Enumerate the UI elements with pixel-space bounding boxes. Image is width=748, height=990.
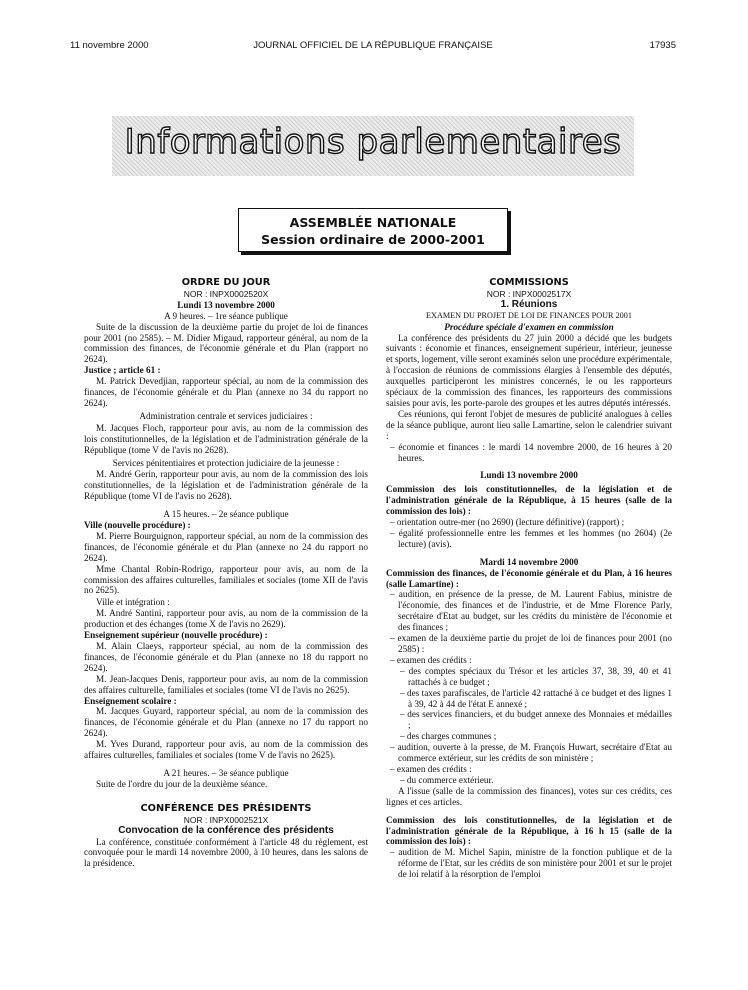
right-column <box>386 278 672 880</box>
list-item: – des charges communes ; <box>400 731 497 742</box>
conf-heading: CONFÉRENCE DES PRÉSIDENTS <box>140 802 312 814</box>
section-scolaire: Enseignement scolaire : <box>84 695 177 706</box>
section-admin: Administration centrale et services judiciaires : <box>139 410 313 421</box>
list-item: – égalité professionnelle entre les femmes et les hommes (no 2604) (2e lecture) (avis). <box>390 527 672 549</box>
paragraph: M. André Santini, rapporteur pour avis, au nom de la commission de la production et des échanges (tome X de l'avis no 2629). <box>84 608 368 630</box>
section-justice: Justice ; article 61 : <box>84 365 161 376</box>
paragraph: M. Jacques Guyard, rapporteur spécial, au nom de la commission des finances, de l'économie générale et du Plan (annexe no 17 du rapport no 2624). <box>84 706 368 739</box>
list-item: – économie et finances : le mardi 14 novembre 2000, de 16 heures à 20 heures. <box>390 441 672 463</box>
list-item: – examen des crédits : <box>390 654 472 665</box>
list-item: – examen de la deuxième partie du projet de loi de finances pour 2001 (no 2585) : <box>390 633 672 654</box>
ordre-heading: ORDRE DU JOUR <box>181 277 271 288</box>
paragraph: M. Jacques Floch, rapporteur pour avis, au nom de la commission des lois constitutionnelles, de la législation et de l'administration générale de la République (tome V de l'avis no 2628). <box>84 422 368 455</box>
header-journal-title: JOURNAL OFFICIEL DE LA RÉPUBLIQUE FRANÇAISE <box>253 40 493 51</box>
header-page-number: 17935 <box>649 40 676 51</box>
reunions-heading: 1. Réunions <box>500 298 558 310</box>
paragraph: M. Pierre Bourguignon, rapporteur spécial, au nom de la commission des finances, de l'économie générale et du Plan (annexe no 24 du rapport no 2624). <box>84 530 368 563</box>
conf-nor: NOR : INPX0002521X <box>183 814 269 825</box>
list-item: – des comptes spéciaux du Trésor et les articles 37, 38, 39, 40 et 41 rattachés à ce budget ; <box>400 665 672 687</box>
commission-finances: Commission des finances, de l'économie générale et du Plan, à 16 heures (salle Lamartine) : <box>386 567 672 589</box>
date-lundi: Lundi 13 novembre 2000 <box>177 299 275 310</box>
list-item: – des services financiers, et du budget annexe des Monnaies et médailles ; <box>400 709 672 731</box>
convocation-title: Convocation de la conférence des présidents <box>118 824 334 836</box>
banner <box>112 116 634 176</box>
date-lundi: Lundi 13 novembre 2000 <box>480 470 578 481</box>
header-date: 11 novembre 2000 <box>70 40 149 51</box>
procedure-heading: Procédure spéciale d'examen en commission <box>444 321 614 332</box>
list-item: – du commerce extérieur. <box>400 774 494 785</box>
paragraph: M. Patrick Devedjian, rapporteur spécial, au nom de la commission des finances, de l'économie générale et du Plan (annexe no 34 du rapport no 2624). <box>84 376 368 408</box>
commissions-nor: NOR : INPX0002517X <box>486 288 572 299</box>
section-penit: Services pénitentiaires et protection judiciaire de la jeunesse : <box>112 457 340 468</box>
paragraph: M. Alain Claeys, rapporteur spécial, au nom de la commission des finances, de l'économie générale et du Plan (annexe no 18 du rapport no 2624). <box>84 641 368 673</box>
seance-3: A 21 heures. – 3e séance publique <box>163 767 289 778</box>
list-item: – audition, en présence de la presse, de M. Laurent Fabius, ministre de l'économie, des finances et de l'industrie, et de Mme Florence Parly, secrétaire d'Etat au budget, sur les crédits du ministère de l'économie et des finances ; <box>390 589 672 633</box>
paragraph: Ces réunions, qui feront l'objet de mesures de publicité analogues à celles de la séance publique, auront lieu salle Lamartine, selon le calendrier suivant : <box>386 408 672 441</box>
left-column <box>84 278 368 869</box>
section-sup: Enseignement supérieur (nouvelle procédure) : <box>84 630 268 641</box>
paragraph: La conférence, constituée conformément à l'article 48 du règlement, est convoquée pour le mardi 14 novembre 2000, à 10 heures, dans les salons de la présidence. <box>84 836 368 869</box>
examen-heading: EXAMEN DU PROJET DE LOI DE FINANCES POUR 2001 <box>426 310 632 320</box>
paragraph: Mme Chantal Robin-Rodrigo, rapporteur pour avis, au nom de la commission des affaires culturelles, familiales et sociales (tome XII de l'avis no 2625). <box>84 563 368 596</box>
commissions-heading: COMMISSIONS <box>489 277 569 288</box>
section-integration: Ville et intégration : <box>96 597 170 608</box>
paragraph: Suite de la discussion de la deuxième partie du projet de loi de finances pour 2001 (no 2585). – M. Didier Migaud, rapporteur général, au nom de la commission des finances, de l'économie générale et du Plan (rapport no 2624). <box>84 321 368 365</box>
seance-1: A 9 heures. – 1re séance publique <box>164 310 288 321</box>
list-item: – audition, ouverte à la presse, de M. François Huwart, secrétaire d'Etat au commerce extérieur, sur les crédits de son ministère ; <box>390 742 672 764</box>
section-ville: Ville (nouvelle procédure) : <box>84 520 191 531</box>
commission-lois: Commission des lois constitutionnelles, de la législation et de l'administration générale de la République, à 16 h 15 (salle de la commission des lois) : <box>386 814 672 847</box>
list-item: – orientation outre-mer (no 2690) (lecture définitive) (rapport) ; <box>390 517 625 528</box>
paragraph: Suite de l'ordre du jour de la deuxième séance. <box>96 778 268 789</box>
session-name: Session ordinaire de 2000-2001 <box>261 232 485 247</box>
banner-title: Informations parlementaires <box>124 122 622 162</box>
paragraph: M. André Gerin, rapporteur pour avis, au nom de la commission des lois constitutionnelles, de la législation et de l'administration générale de la République (tome VI de l'avis no 2628). <box>84 469 368 502</box>
paragraph: M. Jean-Jacques Denis, rapporteur pour avis, au nom de la commission des affaires culturelle, familiales et sociales (tome VI de l'avis no 2625). <box>84 673 368 695</box>
list-item: – examen des crédits : <box>390 763 472 774</box>
date-mardi: Mardi 14 novembre 2000 <box>479 556 579 567</box>
paragraph: La conférence des présidents du 27 juin 2000 a décidé que les budgets suivants : économie et finances, enseignement supérieur, intérieur, jeunesse et sports, logement, ville seront examinés selon une procédure expérimentale, à l'occasion de réunions de commissions élargies à l'ensemble des députés, auxquelles participeront les ministres concernés, le ou les rapporteurs spéciaux de la commission des finances, les rapporteurs des commissions saisies pour avis, les porte-parole des groupes et les autres députés intéressés. <box>386 332 672 408</box>
assembly-name: ASSEMBLÉE NATIONALE <box>289 215 457 230</box>
commission-lois: Commission des lois constitutionnelles, de la législation et de l'administration générale de la République, à 15 heures (salle de la commission des lois) : <box>386 484 672 517</box>
assembly-box <box>238 208 508 252</box>
list-item: – audition de M. Michel Sapin, ministre de la fonction publique et de la réforme de l'Etat, sur les crédits de son ministère pour 2001 et sur le projet de loi relatif à la résorption de l'emploi <box>390 847 672 880</box>
paragraph: A l'issue (salle de la commission des finances), votes sur ces crédits, ces lignes et ces articles. <box>386 785 672 807</box>
page-header <box>70 40 676 54</box>
ordre-nor: NOR : INPX0002520X <box>183 288 269 299</box>
list-item: – des taxes parafiscales, de l'article 42 rattaché à ce budget et des lignes 1 à 39, 42 à 44 de l'état E annexé ; <box>400 687 672 709</box>
seance-2: A 15 heures. – 2e séance publique <box>163 509 289 520</box>
paragraph: M. Yves Durand, rapporteur pour avis, au nom de la commission des affaires culturelles, familiales et sociales (tome V de l'avis no 2625). <box>84 739 368 761</box>
